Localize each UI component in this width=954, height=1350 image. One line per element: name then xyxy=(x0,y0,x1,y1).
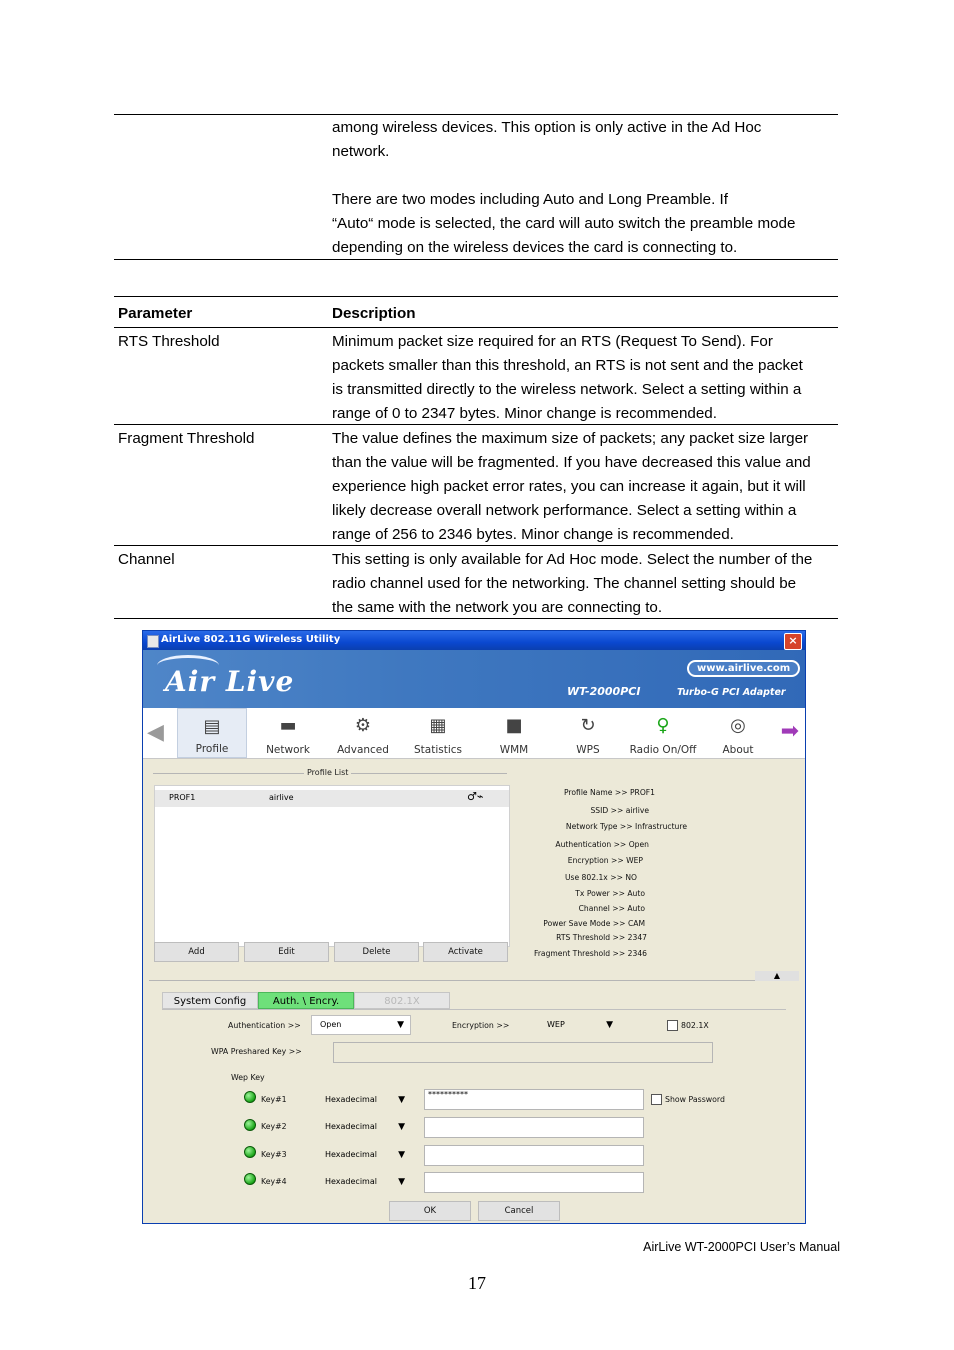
brand-banner xyxy=(143,650,805,708)
encryption-select[interactable] xyxy=(538,1015,620,1035)
key4-radio-icon[interactable] xyxy=(244,1173,256,1185)
collapse-arrow-icon[interactable]: ▲ xyxy=(755,971,799,981)
key1-format-select[interactable] xyxy=(316,1090,412,1110)
wep-key-label: Wep Key xyxy=(231,1073,265,1082)
product-tagline: Turbo-G PCI Adapter xyxy=(677,687,786,698)
delete-button[interactable]: Delete xyxy=(334,942,419,962)
profile-name: PROF1 xyxy=(169,793,196,802)
tab-profile[interactable] xyxy=(177,708,247,758)
tab-system-config[interactable]: System Config xyxy=(162,992,258,1009)
window-title: AirLive 802.11G Wireless Utility xyxy=(161,634,341,645)
add-button[interactable]: Add xyxy=(154,942,239,962)
key2-input[interactable] xyxy=(424,1117,644,1138)
profile-ssid: airlive xyxy=(269,793,294,802)
info-encryption: Encryption >> WEP xyxy=(567,856,643,865)
table-header-rule xyxy=(114,327,838,328)
model-name: WT-2000PCI xyxy=(567,685,641,698)
dropdown-arrow-icon: ▼ xyxy=(398,1150,405,1160)
table-row-param: Fragment Threshold xyxy=(118,430,255,447)
info-tx-power: Tx Power >> Auto xyxy=(575,889,645,898)
key2-format-value: Hexadecimal xyxy=(325,1122,377,1131)
table-row-rule xyxy=(114,424,838,425)
table-header-description: Description xyxy=(332,305,416,322)
tab-label: WMM xyxy=(499,744,529,756)
info-network-type: Network Type >> Infrastructure xyxy=(565,822,687,831)
app-icon xyxy=(147,635,159,648)
table-row-desc: This setting is only available for Ad Hoc mode. Select the number of the xyxy=(332,551,813,568)
table-row-desc: radio channel used for the networking. The channel setting should be xyxy=(332,575,797,592)
continuation-line: network. xyxy=(332,143,390,160)
continuation-line: depending on the wireless devices the card is connecting to. xyxy=(332,239,738,256)
router-icon: ▬ xyxy=(279,715,297,736)
connected-status-icon: ♂⌁ xyxy=(467,790,484,803)
page-number: 17 xyxy=(468,1273,486,1293)
main-toolbar xyxy=(143,708,805,759)
list-item[interactable] xyxy=(155,790,509,807)
utility-window xyxy=(142,630,806,1224)
tab-label: WPS xyxy=(576,744,600,756)
show-password-checkbox[interactable] xyxy=(651,1094,662,1105)
key3-input[interactable] xyxy=(424,1145,644,1166)
dropdown-arrow-icon: ▼ xyxy=(397,1020,404,1030)
info-authentication: Authentication >> Open xyxy=(555,840,649,849)
table-row-desc: the same with the network you are connecting to. xyxy=(332,599,663,616)
key3-format-value: Hexadecimal xyxy=(325,1150,377,1159)
table-row-desc: Minimum packet size required for an RTS (Request To Send). For xyxy=(332,333,773,350)
key3-radio-icon[interactable] xyxy=(244,1146,256,1158)
table-row-desc: range of 0 to 2347 bytes. Minor change is recommended. xyxy=(332,405,717,422)
show-password-label: Show Password xyxy=(665,1095,725,1104)
table-bottom-rule xyxy=(114,618,838,619)
close-button[interactable]: × xyxy=(784,633,802,650)
tab-advanced[interactable] xyxy=(328,708,398,758)
authentication-select[interactable] xyxy=(311,1015,411,1035)
tab-wmm[interactable] xyxy=(479,708,549,758)
info-fragment-threshold: Fragment Threshold >> 2346 xyxy=(534,949,647,958)
table-row-desc: The value defines the maximum size of packets; any packet size larger xyxy=(332,430,809,447)
gears-icon: ⚙ xyxy=(354,715,372,736)
authentication-label: Authentication >> xyxy=(228,1021,301,1030)
wpa-preshared-key-field[interactable] xyxy=(333,1042,713,1063)
dropdown-arrow-icon: ▼ xyxy=(606,1020,613,1030)
radio-antenna-icon: ♀ xyxy=(656,715,670,736)
key4-label: Key#4 xyxy=(261,1177,287,1186)
about-icon: ◎ xyxy=(730,715,746,736)
tab-wps[interactable] xyxy=(553,708,623,758)
dropdown-arrow-icon: ▼ xyxy=(398,1122,405,1132)
panel-divider xyxy=(149,980,799,981)
website-badge[interactable]: www.airlive.com xyxy=(687,660,800,677)
key2-label: Key#2 xyxy=(261,1122,287,1131)
info-rts-threshold: RTS Threshold >> 2347 xyxy=(556,933,647,942)
dropdown-arrow-icon: ▼ xyxy=(398,1095,405,1105)
continuation-line: among wireless devices. This option is only active in the Ad Hoc xyxy=(332,119,762,136)
tab-radio-on-off[interactable] xyxy=(621,708,705,758)
edit-button[interactable]: Edit xyxy=(244,942,329,962)
tab-about[interactable] xyxy=(703,708,773,758)
dot1x-checkbox[interactable] xyxy=(667,1020,678,1031)
key4-input[interactable] xyxy=(424,1172,644,1193)
profile-list-title: Profile List xyxy=(304,768,351,777)
wpa-preshared-key-label: WPA Preshared Key >> xyxy=(211,1047,302,1056)
info-channel: Channel >> Auto xyxy=(578,904,645,913)
table-top-rule xyxy=(114,296,838,297)
table-row-desc: than the value will be fragmented. If you have decreased this value and xyxy=(332,454,811,471)
continuation-line: There are two modes including Auto and Long Preamble. If xyxy=(332,191,728,208)
cancel-button[interactable]: Cancel xyxy=(478,1201,560,1221)
info-power-save-mode: Power Save Mode >> CAM xyxy=(543,919,645,928)
continuation-bottom-rule xyxy=(114,259,838,260)
info-profile-name: Profile Name >> PROF1 xyxy=(563,788,655,797)
info-use-8021x: Use 802.1x >> NO xyxy=(564,873,637,882)
auth-encry-panel xyxy=(162,1009,786,1223)
key1-format-value: Hexadecimal xyxy=(325,1095,377,1104)
table-row-desc: likely decrease overall network performance. Select a setting within a xyxy=(332,502,797,519)
qos-icon: ■ xyxy=(505,715,523,736)
tab-auth-encry[interactable]: Auth. \ Encry. xyxy=(258,992,354,1009)
tab-statistics[interactable] xyxy=(403,708,473,758)
profile-panel xyxy=(149,760,799,964)
key4-format-select[interactable] xyxy=(316,1172,412,1192)
key3-label: Key#3 xyxy=(261,1150,287,1159)
table-row-rule xyxy=(114,545,838,546)
forward-arrow-icon[interactable]: ➡ xyxy=(780,719,799,744)
profile-icon: ▤ xyxy=(203,716,221,737)
key2-radio-icon[interactable] xyxy=(244,1119,256,1131)
table-row-param: RTS Threshold xyxy=(118,333,220,350)
top-rule xyxy=(114,114,838,115)
airlive-logo: Air Live xyxy=(165,665,295,698)
key4-format-value: Hexadecimal xyxy=(325,1177,377,1186)
window-titlebar[interactable] xyxy=(143,631,805,650)
table-row-desc: range of 256 to 2346 bytes. Minor change is recommended. xyxy=(332,526,734,543)
encryption-value: WEP xyxy=(547,1020,565,1029)
ok-button[interactable]: OK xyxy=(389,1201,471,1221)
key2-format-select[interactable] xyxy=(316,1117,412,1137)
continuation-line: “Auto“ mode is selected, the card will auto switch the preamble mode xyxy=(332,215,796,232)
tab-8021x[interactable]: 802.1X xyxy=(354,992,450,1009)
key1-radio-icon[interactable] xyxy=(244,1091,256,1103)
key1-label: Key#1 xyxy=(261,1095,287,1104)
info-ssid: SSID >> airlive xyxy=(590,806,649,815)
table-row-desc: experience high packet error rates, you can increase it again, but it will xyxy=(332,478,806,495)
authentication-value: Open xyxy=(320,1020,342,1029)
key1-input[interactable]: ********** xyxy=(424,1089,644,1110)
dropdown-arrow-icon: ▼ xyxy=(398,1177,405,1187)
manual-footer: AirLive WT-2000PCI User’s Manual xyxy=(643,1240,840,1254)
table-row-param: Channel xyxy=(118,551,175,568)
tab-label: Profile xyxy=(195,743,229,755)
encryption-label: Encryption >> xyxy=(452,1021,510,1030)
tab-label: About xyxy=(722,744,754,756)
calculator-icon: ▦ xyxy=(429,715,447,736)
back-arrow-icon[interactable]: ◀ xyxy=(147,720,164,745)
table-row-desc: is transmitted directly to the wireless network. Select a setting within a xyxy=(332,381,802,398)
tab-label: Statistics xyxy=(414,744,462,756)
key3-format-select[interactable] xyxy=(316,1145,412,1165)
dot1x-label: 802.1X xyxy=(681,1021,709,1030)
tab-label: Radio On/Off xyxy=(629,744,697,756)
tab-network[interactable] xyxy=(253,708,323,758)
table-row-desc: packets smaller than this threshold, an RTS is not sent and the packet xyxy=(332,357,803,374)
tab-label: Network xyxy=(266,744,310,756)
wps-icon: ↻ xyxy=(580,715,596,736)
profile-list[interactable] xyxy=(154,785,510,947)
table-header-parameter: Parameter xyxy=(118,305,193,322)
tab-label: Advanced xyxy=(337,744,389,756)
activate-button[interactable]: Activate xyxy=(423,942,508,962)
